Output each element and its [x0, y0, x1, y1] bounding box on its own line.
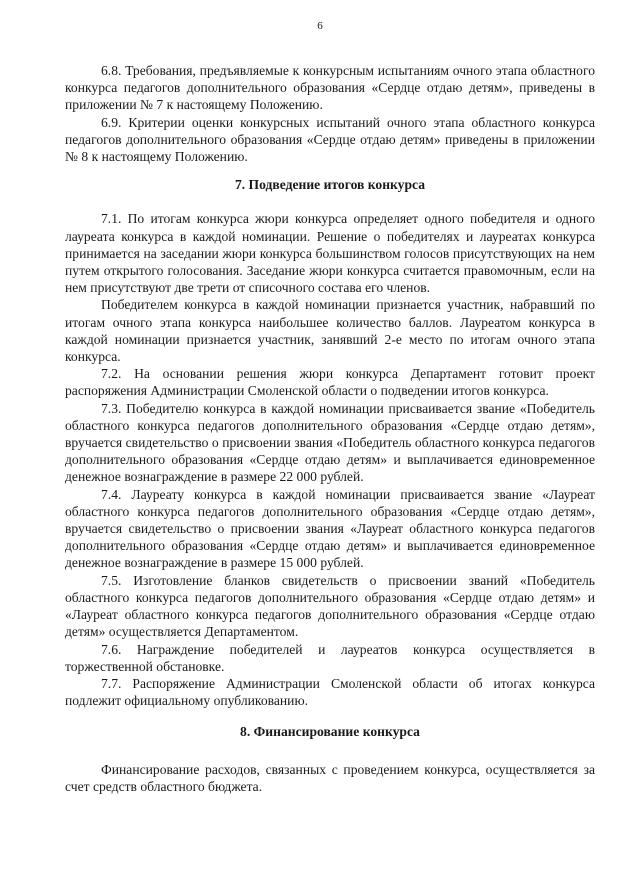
spacer — [65, 193, 595, 210]
paragraph-7-4: 7.4. Лауреату конкурса в каждой номинации присваивается звание «Лауреат областного конкурса педагогов дополнительного образования «Сердце отдаю детям», вручается свидетельство о присвоении звания «Лауреат областного конкурса педагогов дополнительного образования «Сердце отдаю детям» и выплачивается единовременное денежное вознаграждение в размере 15 000 рублей. — [65, 486, 595, 571]
paragraph-7-6: 7.6. Награждение победителей и лауреатов конкурса осуществляется в торжественной обстановке. — [65, 641, 595, 674]
paragraph-6-8: 6.8. Требования, предъявляемые к конкурсным испытаниям очного этапа областного конкурса педагогов дополнительного образования «Сердце отдаю детям», приведены в приложении № 7 к настоящему Положению. — [65, 63, 595, 113]
paragraph-7-1-winner: Победителем конкурса в каждой номинации признается участник, набравший по итогам очного этапа конкурса наибольшее количество баллов. Лауреатом конкурса в каждой номинации признается участник, занявший 2-е место по итогам очного этапа конкурса. — [65, 297, 595, 365]
paragraph-6-9: 6.9. Критерии оценки конкурсных испытаний очного этапа областного конкурса педагогов дополнительного образования «Сердце отдаю детям» приведены в приложении № 8 к настоящему Положению. — [65, 114, 595, 165]
section-7-heading: 7. Подведение итогов конкурса — [234, 177, 426, 193]
paragraph-7-1: 7.1. По итогам конкурса жюри конкурса определяет одного победителя и одного лауреата конкурса в каждой номинации. Решение о победителях и лауреатах конкурса принимается на заседании жюри конкурса большинством голосов присутствующих на нем путем открытого голосования. Заседание жюри конкурса считается правомочным, если на нем присутствуют две трети от списочного состава его членов. — [65, 211, 595, 296]
document-body — [65, 62, 595, 795]
paragraph-7-2: 7.2. На основании решения жюри конкурса Департамент готовит проект распоряжения Администрации Смоленской области о подведении итогов конкурса. — [65, 366, 595, 399]
paragraph-7-7: 7.7. Распоряжение Администрации Смоленской области об итогах конкурса подлежит официальному опубликованию. — [65, 675, 595, 709]
page-number: 6 — [317, 20, 323, 32]
paragraph-8-financing: Финансирование расходов, связанных с проведением конкурса, осуществляется за счет средств областного бюджета. — [65, 761, 595, 794]
paragraph-7-5: 7.5. Изготовление бланков свидетельств о присвоении званий «Победитель областного конкурса педагогов дополнительного образования «Сердце отдаю детям» и «Лауреат областного конкурса педагогов дополнительного образования «Сердце отдаю детям» осуществляется Департаментом. — [65, 572, 595, 640]
spacer — [65, 165, 595, 176]
section-8-heading: 8. Финансирование конкурса — [240, 724, 420, 740]
spacer — [65, 709, 595, 723]
paragraph-7-3: 7.3. Победителю конкурса в каждой номинации присваивается звание «Победитель областного конкурса педагогов дополнительного образования «Сердце отдаю детям», вручается свидетельство о присвоении звания «Победитель областного конкурса педагогов дополнительного образования «Сердце отдаю детям» и выплачивается единовременное денежное вознаграждение в размере 22 000 рублей. — [65, 400, 595, 485]
spacer — [65, 741, 595, 761]
